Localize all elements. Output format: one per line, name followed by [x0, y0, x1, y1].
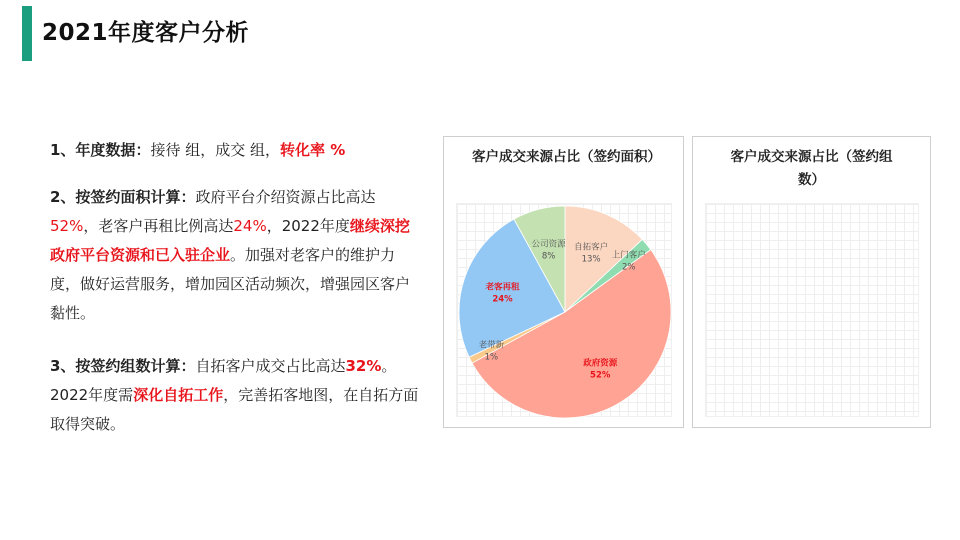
para3-text-1: 自拓客户成交占比高达 — [195, 357, 346, 375]
chart-area-source[interactable] — [443, 136, 684, 428]
pie-label-category-1: 自拓客户 — [574, 242, 609, 253]
para3-value-1: 32% — [345, 357, 382, 375]
para3-text-3: ，完善拓客地图，在自拓方面取得突破。 — [50, 386, 419, 433]
pie-label-value-4: 1% — [484, 352, 499, 363]
pie-label-value-3: 52% — [590, 370, 611, 381]
paragraph-annual-data — [50, 136, 420, 165]
paragraph-area-analysis — [50, 183, 420, 328]
pie-label-category-5: 老客再租 — [485, 282, 520, 293]
para2-heading: 2、按签约面积计算： — [50, 188, 196, 206]
para1-heading: 1、年度数据： — [50, 141, 151, 159]
pie-label-category-6: 公司资源 — [531, 239, 566, 250]
pie-label-value-5: 24% — [492, 294, 513, 305]
pie-chart-area — [457, 204, 673, 418]
para3-heading: 3、按签约组数计算： — [50, 357, 196, 375]
para2-value-2: 24% — [233, 217, 267, 235]
para2-value-1: 52% — [50, 217, 84, 235]
para3-text-2: 。2022年度需 — [50, 357, 397, 404]
para1-highlight: 转化率 % — [280, 141, 346, 159]
page-title: 2021年度客户分析 — [42, 20, 250, 46]
pie-label-value-2: 2% — [621, 262, 636, 273]
pie-label-value-6: 8% — [541, 251, 556, 262]
para2-highlight: 继续深挖政府平台资源和已入驻企业 — [50, 217, 410, 264]
para2-text-3: ，2022年度 — [266, 217, 350, 235]
para1-text: 接待 组，成交 组， — [150, 141, 280, 159]
chart-area-title: 客户成交来源占比（签约面积） — [472, 149, 661, 165]
pie-label-category-4: 老带新 — [478, 340, 505, 351]
pie-label-category-3: 政府资源 — [583, 358, 618, 369]
para2-text-2: ，老客户再租比例高达 — [83, 217, 234, 235]
chart-area-plot — [456, 203, 672, 417]
paragraph-group-analysis — [50, 352, 420, 439]
para3-highlight: 深化自拓工作 — [133, 386, 224, 404]
pie-label-category-2: 上门客户 — [611, 250, 646, 261]
para2-text-4: 。加强对老客户的维护力度，做好运营服务，增加园区活动频次，增强园区客户黏性。 — [50, 246, 411, 322]
para2-text-1: 政府平台介绍资源占比高达 — [195, 188, 376, 206]
chart-count-source[interactable] — [692, 136, 931, 428]
chart-count-title: 客户成交来源占比（签约组数） — [730, 149, 893, 188]
title-accent-bar — [22, 6, 32, 61]
pie-label-value-1: 13% — [581, 254, 601, 265]
chart-count-plot — [705, 203, 919, 417]
